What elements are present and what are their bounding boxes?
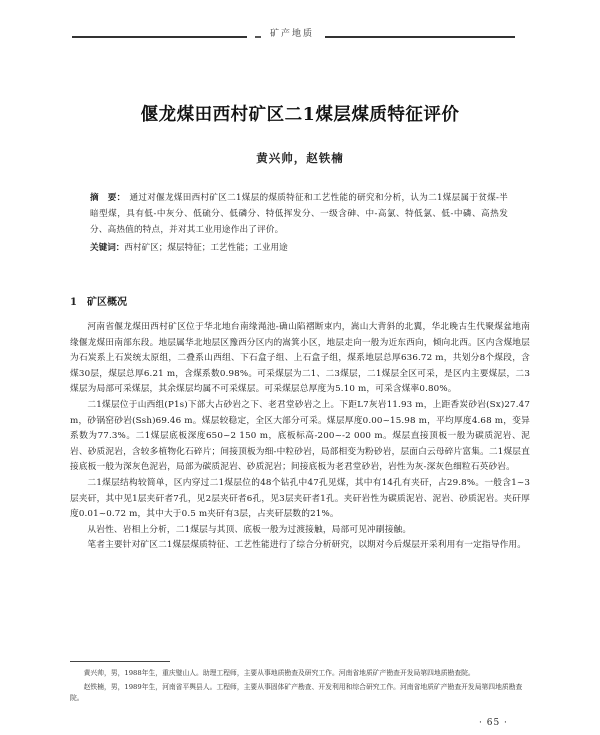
keywords-label: 关键词： xyxy=(90,243,125,253)
body-paragraph-1: 河南省偃龙煤田西村矿区位于华北地台南缘渑池-确山陷褶断束内，嵩山大背斜的北翼，华北晚古生代聚煤盆地南缘偃龙煤田南部东段。地层属华北地层区豫西分区内的嵩箕小区，地层走向一般为近东西向，倾向北西。区内含煤地层为石炭系上石炭统太原组，二叠系山西组、下石盒子组、上石盒子组，煤系地层总厚636.72 m，共划分8个煤段，含煤30层，煤层总厚6.21 m，含煤系数0.98%。可采煤层为二1、二3煤层，二1煤层全区可采，是区内主要煤层，二3煤层为局部可采煤层，其余煤层均属不可采煤层。可采煤层总厚度为5.10 m，可采含煤率0.80%。 xyxy=(70,322,530,395)
footnotes xyxy=(70,668,530,707)
section-heading xyxy=(70,293,127,308)
section-title: 矿区概况 xyxy=(86,297,127,308)
footnote-rule xyxy=(70,661,170,662)
body-paragraph-2: 二1煤层位于山西组(P1s)下部大占砂岩之下、老君堂砂岩之上。下距L7灰岩11.93 m，上距香炭砂岩(Sx)27.47 m，砂锅窑砂岩(Ssh)69.46 m。煤层较稳定，全区大部分可采。煤层厚度0.00~15.98 m，平均厚度4.68 m，变异系数为77.3%。二1煤层底板深度650~2 150 m，底板标高-200~-2 000 m。煤层直接顶板一般为碳质泥岩、泥岩、砂质泥岩，含较多植物化石碎片；间接顶板为细-中粒砂岩，局部相变为粉砂岩，层面白云母碎片富集。二1煤层直接底板一般为深灰色泥岩，局部为碳质泥岩、砂质泥岩；间接底板为老君堂砂岩，岩性为灰-深灰色细粒石英砂岩。 xyxy=(70,399,530,473)
article-authors: 黄兴帅，赵铁楠 xyxy=(256,151,344,165)
header-rule-tick xyxy=(255,36,261,38)
header-rule-left xyxy=(72,36,247,38)
body-text xyxy=(70,320,530,554)
section-number: 1 xyxy=(70,297,77,308)
body-paragraph-4: 从岩性、岩相上分析，二1煤层与其顶、底板一般为过渡接触，局部可见冲刷接触。 xyxy=(87,524,412,535)
body-paragraph-5: 笔者主要针对矿区二1煤层煤质特征、工艺性能进行了综合分析研究，以期对今后煤层开采利用有一定指导作用。 xyxy=(87,540,527,551)
footnote-author-2: 赵铁楠，男，1989年生，河南省平舆县人。工程师，主要从事固体矿产勘查、开发利用和综合研究工作。河南省地质矿产勘查开发局第四地质勘查院。 xyxy=(70,683,523,702)
header-rule-right xyxy=(325,36,515,38)
article-title: 偃龙煤田西村矿区二1煤层煤质特征评价 xyxy=(140,105,460,125)
keywords xyxy=(90,240,508,256)
abstract-label: 摘 要： xyxy=(90,193,126,203)
abstract-text: 通过对偃龙煤田西村矿区二1煤层的煤质特征和工艺性能的研究和分析，认为二1煤层属于贫煤-半暗型煤，具有低-中灰分、低硫分、低磷分、特低挥发分、一级含砷、中-高氯、特低氯、低-中磷、高热发分、高热值的特点，并对其工业用途作出了评价。 xyxy=(90,193,508,235)
body-paragraph-3: 二1煤层结构较简单，区内穿过二1煤层位的48个钻孔中47孔见煤，其中有14孔有夹矸，占29.8%。一般含1~3层夹矸，其中见1层夹矸者7孔，见2层夹矸者6孔，见3层夹矸者1孔。夹矸岩性为碳质泥岩、泥岩、砂质泥岩。夹矸厚度0.01~0.72 m，其中大于0.5 m夹矸有3层，占夹矸层数的21%。 xyxy=(70,477,530,520)
journal-section-label: 矿产地质 xyxy=(269,29,314,39)
footnote-author-1: 黄兴帅，男，1988年生，重庆璧山人。助理工程师，主要从事地质勘查及研究工作。河南省地质矿产勘查开发局第四地质勘查院。 xyxy=(83,669,475,677)
page-number: · 65 · xyxy=(479,718,508,728)
running-header xyxy=(0,18,600,38)
keywords-text: 西村矿区；煤层特征；工艺性能；工业用途 xyxy=(124,243,288,253)
abstract xyxy=(90,190,508,238)
